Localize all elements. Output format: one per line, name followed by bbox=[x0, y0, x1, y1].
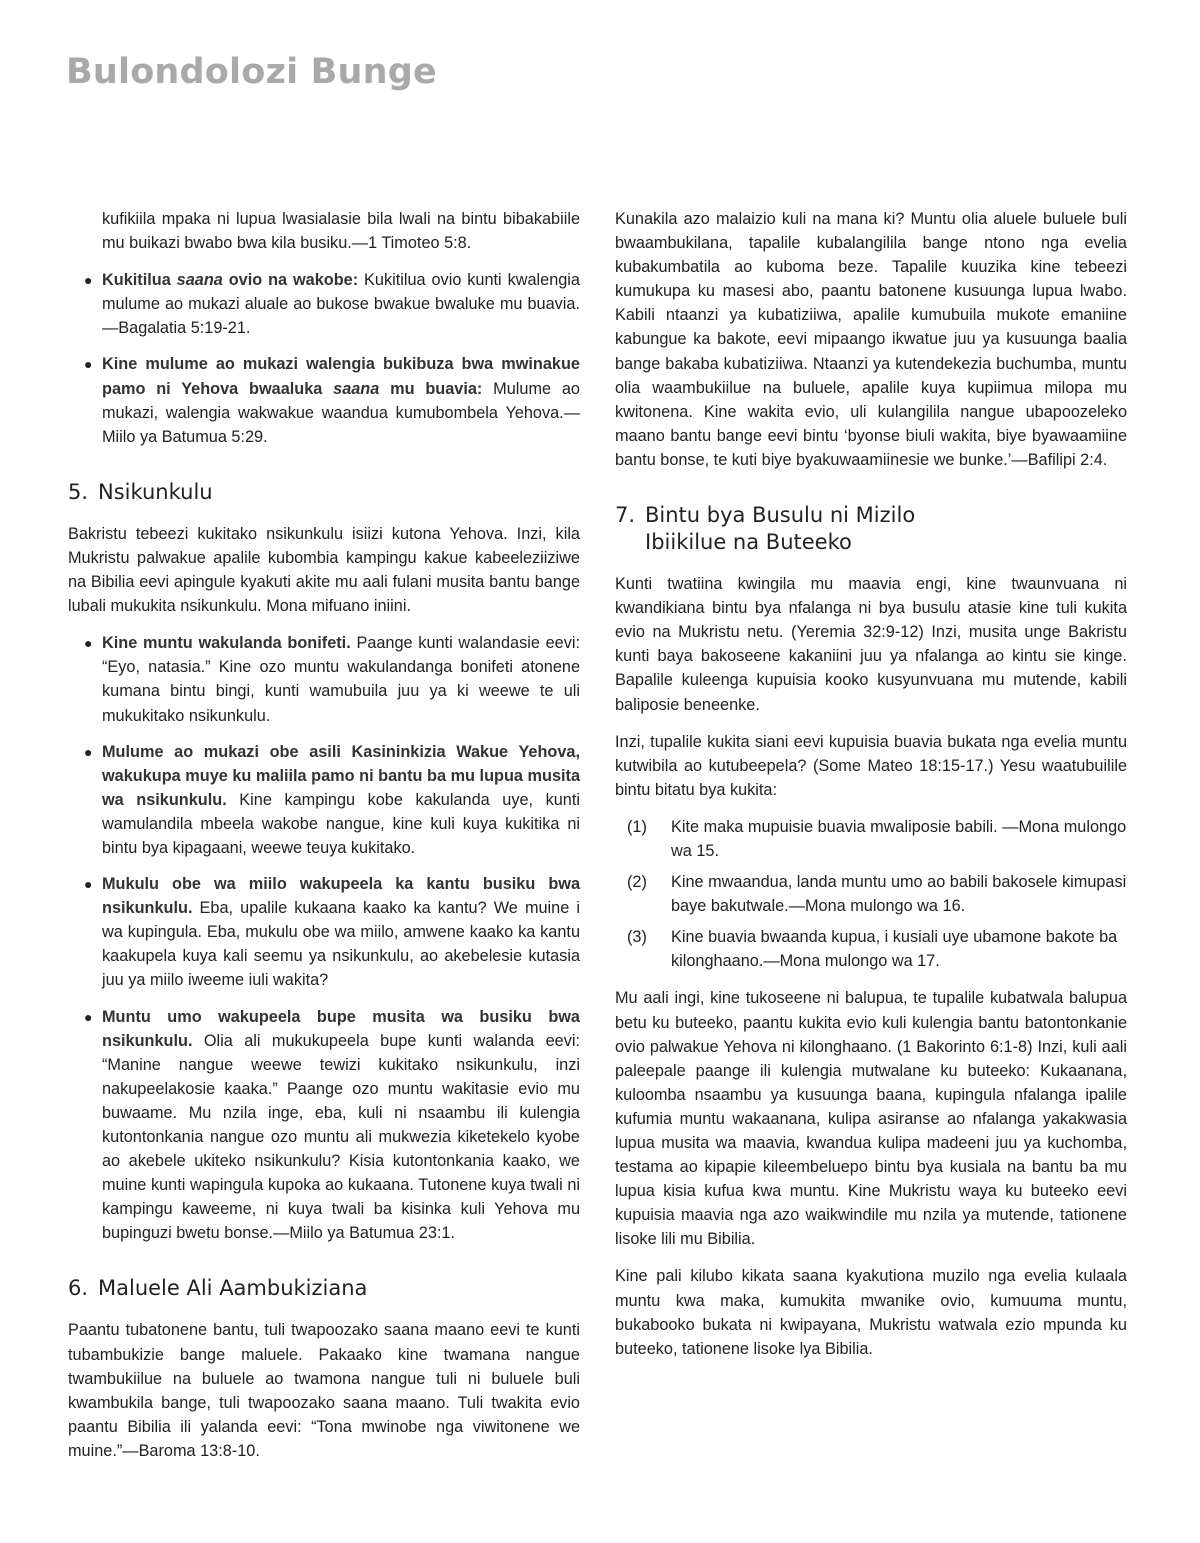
bullet-lead: Mukulu obe wa miilo wakupeela ka kantu busiku bwa nsikunkulu. bbox=[102, 875, 580, 918]
bullet-lead: Muntu umo wakupeela bupe musita wa busiku bwa nsikunkulu. bbox=[102, 1007, 580, 1050]
section-heading-6 bbox=[68, 1275, 580, 1302]
bullet-icon: ● bbox=[84, 272, 93, 289]
section-paragraph: Kunti twatiina kwingila mu maavia engi, kine twaunvuana ni kwandikiana bintu bya nfalanga ni bya busulu atasie kine tuli kukita evio na Mukristu netu. (Yeremia 32:9-12) Inzi, musita unge Bakristu kunti baya bakoseene kakaniini juu ya nfalanga ao kintu sie kinge. Bapalile kuleenga kupuisia kooko kusyunvuana mu mutende, kabili baliposie beneenke. bbox=[615, 575, 1127, 714]
bullet-icon: ● bbox=[84, 1008, 93, 1025]
step-number: (2) bbox=[627, 873, 647, 892]
section-paragraph: Kine pali kilubo kikata saana kyakutiona muzilo nga evelia kulaala muntu kwa maka, kumukita mwanike ovio, kumuuma muntu, bukabooko bukata ni kwipayana, Mukristu watwala ezio mpunda ku buteeko, tationene lisoke lya Bibilia. bbox=[615, 1267, 1127, 1358]
bullet-item bbox=[68, 352, 580, 448]
running-header: Bulondolozi Bunge bbox=[66, 52, 437, 92]
intro-continuation: kufikiila mpaka ni lupua lwasialasie bila lwali na bintu bibakabiile mu buikazi bwabo bwa kila busiku.—1 Timoteo 5:8. bbox=[102, 210, 580, 253]
section-paragraph: Bakristu tebeezi kukitako nsikunkulu isiizi kutona Yehova. Inzi, kila Mukristu palwakue apalile kubombia kampingu kakue kabeeleziiziwe na Bibilia eevi apingule kyakuti akite mu aali fulani musita bantu bange lubali mukukita nsikunkulu. Mona mifuano iniini. bbox=[68, 524, 580, 616]
numbered-step bbox=[627, 870, 1127, 918]
section-number: 5. bbox=[68, 479, 89, 504]
bullet-item bbox=[68, 631, 580, 727]
section-title: Bintu bya Busulu ni Mizilo bbox=[645, 503, 916, 528]
step-text: Kine buavia bwaanda kupua, i kusiali uye ubamone bakote ba kilonghaano.—Mona mulongo wa 17. bbox=[671, 928, 1118, 971]
section-paragraph: Kunakila azo malaizio kuli na mana ki? Muntu olia aluele buluele buli bwaambukilana, tapalile kubalangilila bange ntono nga evelia kubakumbatila ao kuboma beze. Tapalile kuuzika kine tebeezi kumukupa ku masesi abo, paantu batonene kusuunga lupua lwabo. Kabili ntaanzi ya kubatiziiwa, apalile kumubuila mukote emaniine kabungue ka bakote, eevi mipaango ikwatue juu ya kusuunga baalia bange bakaba kubatiziiwa. Ntaanzi ya kutendekezia buchumba, muntu olia waambukiilue na buluele, apalile kuya kupiimua milopa mu kwitonena. Kine wakita evio, uli kulangilila nangue ubapoozeleko maano bantu bange eevi bintu ‘byonse biuli wakita, biye byawaamiine bantu bonse, te kuti biye byakuwaamiinesie we bunke.’—Bafilipi 2:4. bbox=[615, 210, 1127, 469]
bullet-icon: ● bbox=[84, 356, 93, 373]
section-title: Nsikunkulu bbox=[98, 479, 213, 504]
bullet-item bbox=[68, 740, 580, 860]
section-heading-7 bbox=[615, 502, 1127, 556]
section-number: 6. bbox=[68, 1276, 89, 1301]
numbered-step bbox=[627, 925, 1127, 973]
bullet-lead: Kukitilua bbox=[102, 271, 177, 290]
bullet-text: Olia ali mukukupeela bupe kunti walanda eevi: “Manine nangue weewe tewizi kukitako nsikunkulu, inzi nakupeelakosie kaaka.” Paange ozo muntu wakitasie evio mu buwaame. Mu nzila inge, eba, kuli ni nsaambu ili kulengia kutontonkania nangue ozo muntu ali mukwezia kiketekelo kyobe ao akebele ukiteko nsikunkulu? Kisia kutontonkania kaako, we muine kunti wapingula kupoka ao kukaana. Tutonene kuya twali ni kampingu kaweeme, ni kuya twali ba kisinka kuli Yehova mu bupinguzi bwetu bonse.—Miilo ya Batumua 23:1. bbox=[102, 1031, 580, 1243]
bullet-text: Eba, upalile kukaana kaako ka kantu? We muine i wa kupingula. Eba, mukulu obe wa miilo, amwene kaako ka kantu kaakupela kuya kali seemu ya nsikunkulu, ao akebelesie kutasia juu ya miilo iweeme iuli wakita? bbox=[102, 899, 580, 990]
bullet-icon: ● bbox=[84, 876, 93, 893]
section-heading-5 bbox=[68, 479, 580, 506]
bullet-lead-end: mu buavia: bbox=[379, 379, 483, 398]
bullet-text: Paange kunti walandasie eevi: “Eyo, natasia.” Kine ozo muntu wakulandanga bonifeti atonene kumana bintu bingi, kunti wamubuila juu ya ki weewe te uli mukukitako nsikunkulu. bbox=[102, 634, 580, 725]
bullet-lead-end: ovio na wakobe: bbox=[222, 271, 359, 290]
left-column bbox=[68, 207, 580, 1476]
bullet-icon: ● bbox=[84, 743, 93, 760]
section-number: 7. bbox=[615, 503, 636, 528]
bullet-lead: Kine mulume ao mukazi walengia bukibuza bwa mwinakue pamo ni Yehova bwaaluka bbox=[102, 355, 580, 398]
section-title-line2: Ibiikilue na Buteeko bbox=[645, 530, 852, 555]
bullet-lead: Kine muntu wakulanda bonifeti. bbox=[102, 634, 351, 653]
section-paragraph: Mu aali ingi, kine tukoseene ni balupua, te tupalile kubatwala balupua betu ku buteeko, paantu kukita evio kuli kulengia bantu batontonkanie ovio palwakue Yehova ni kilonghaano. (1 Bakorinto 6:1-8) Inzi, kuli aali paleepale paange ili kulengia mutwalane ku buteeko: Kukaanana, kuloomba nsaambu ya kusuunga baana, kupingula nfalanga ipalile kufumia muntu wakaanana, kulipa asiranse ao nfalanga yakakwasia lupua musita wa maavia, kwandua kulipa madeeni juu ya kuchomba, testama ao kipapie kileembeluepo bintu bya kusiala na bantu ba mu lupua kisia kufua kwa muntu. Kine Mukristu waya ku buteeko eevi kupuisia maavia nga azo waikwindile mu nzila ya mutende, tationene lisoke lili mu Bibilia. bbox=[615, 989, 1127, 1249]
bullet-text: Kine kampingu kobe kakulanda uye, kunti wamulandila mbeela wakobe nangue, kine kuli kuya kukitika ni bintu bya kipagaani, weewe teuya kukitako. bbox=[102, 790, 580, 857]
step-text: Kite maka mupuisie buavia mwaliposie babili. —Mona mulongo wa 15. bbox=[671, 817, 1127, 860]
step-number: (1) bbox=[627, 817, 647, 836]
bullet-text: Kukitilua ovio kunti kwalengia mulume ao mukazi aluale ao bukose bwakue bwaluke mu buavia.—Bagalatia 5:19-21. bbox=[102, 271, 580, 338]
bullet-text: Mulume ao mukazi, walengia wakwakue waandua kumubombela Yehova.—Miilo ya Batumua 5:29. bbox=[102, 379, 580, 446]
right-column bbox=[615, 207, 1127, 1374]
bullet-item bbox=[68, 268, 580, 340]
section-paragraph: Paantu tubatonene bantu, tuli twapoozako saana maano eevi te kunti tubambukizie bange maluele. Pakaako kine twamana nangue twambukiilue na buluele ao twamona nangue tuli ni buluele buli kwambukila bange, tuli twapoozako saana maano. Tuli twakita evio paantu Bibilia ili yalanda eevi: “Tona mwinobe nga viwitonene we muine.”—Baroma 13:8-10. bbox=[68, 1321, 580, 1460]
step-text: Kine mwaandua, landa muntu umo ao babili bakosele kimupasi baye bakutwale.—Mona mulongo wa 16. bbox=[671, 873, 1127, 916]
bullet-icon: ● bbox=[84, 635, 93, 652]
step-number: (3) bbox=[627, 928, 647, 947]
bullet-item bbox=[68, 872, 580, 992]
section-title: Maluele Ali Aambukiziana bbox=[98, 1276, 368, 1301]
bullet-item bbox=[68, 1005, 580, 1246]
bullet-lead: Mulume ao mukazi obe asili Kasininkizia Wakue Yehova, wakukupa muye ku maliila pamo ni bantu ba mu lupua musita wa nsikunkulu. bbox=[102, 742, 580, 809]
section-paragraph: Inzi, tupalile kukita siani eevi kupuisia buavia bukata nga evelia muntu kutwibila ao kutubeepela? (Some Mateo 18:15-17.) Yesu waatubuilile bintu bitatu bya kukita: bbox=[615, 732, 1127, 799]
numbered-step bbox=[627, 815, 1127, 863]
bullet-emphasis: saana bbox=[176, 271, 223, 290]
bullet-emphasis: saana bbox=[333, 379, 380, 398]
